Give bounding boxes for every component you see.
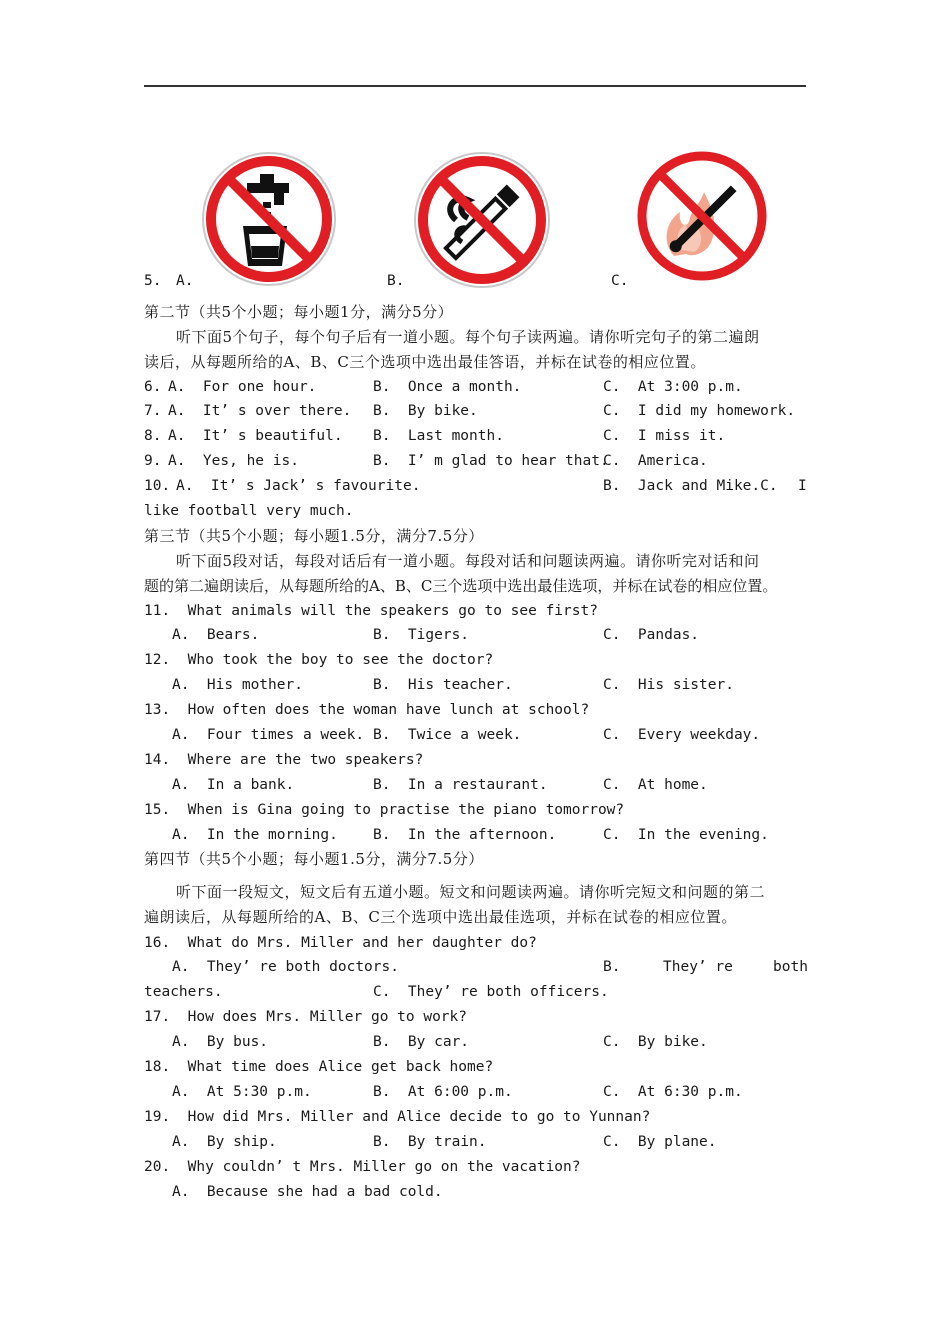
question-number: 10. [144,478,171,494]
option-b: B. By bike. [373,403,478,419]
option-b: B. [387,273,405,289]
option-a: A. Bears. [172,627,260,643]
option-c: C. America. [603,453,708,469]
section-instruction: 遍朗读后，从每题所给的A、B、C三个选项中选出最佳选项，并标在试卷的相应位置。 [144,908,737,926]
question-number: 6. [144,379,162,395]
option-b-label: B. [603,959,621,975]
question-text: 13. How often does the woman have lunch at school? [144,702,590,718]
question-text: 14. Where are the two speakers? [144,752,424,768]
option-a: A. [176,273,194,289]
option-b: B. Twice a week. [373,727,522,743]
section-title: 第四节（共5个小题；每小题1.5分，满分7.5分） [144,850,484,868]
option-a: A. For one hour. [168,379,317,395]
section-instruction: 读后，从每题所给的A、B、C三个选项中选出最佳答语，并标在试卷的相应位置。 [144,353,706,371]
option-b: B. By car. [373,1034,470,1050]
option-b-text: B. Jack and Mike. [603,478,761,494]
question-text: 17. How does Mrs. Miller go to work? [144,1009,468,1025]
section-instruction: 听下面5个句子，每个句子后有一道小题。每个句子读两遍。请你听完句子的第二遍朗 [176,328,760,346]
question-text: 20. Why couldn’ t Mrs. Miller go on the vacation? [144,1159,581,1175]
option-b-text: both [773,959,808,975]
question-number: 7. [144,403,162,419]
option-a: A. In a bank. [172,777,295,793]
option-b-text: They’ re [663,959,733,975]
option-a: A. His mother. [172,677,303,693]
question-text: 19. How did Mrs. Miller and Alice decide to go to Yunnan? [144,1109,651,1125]
option-c: C. By bike. [603,1034,708,1050]
option-b: B. At 6:00 p.m. [373,1084,513,1100]
option-c: C. At home. [603,777,708,793]
option-c: C. They’ re both officers. [373,984,609,1000]
option-c: C. [611,273,629,289]
no-smoking-sign-icon [412,150,552,290]
option-c-text: I [798,478,807,494]
question-text: 15. When is Gina going to practise the piano tomorrow? [144,802,625,818]
option-c: C. In the evening. [603,827,769,843]
option-a: A. It’ s beautiful. [168,428,343,444]
option-c: C. I miss it. [603,428,726,444]
option-b: B. In the afternoon. [373,827,557,843]
section-title: 第三节（共5个小题；每小题1.5分，满分7.5分） [144,527,484,545]
option-a: A. It’ s Jack’ s favourite. [176,478,421,494]
section-instruction: 听下面5段对话，每段对话后有一道小题。每段对话和问题读两遍。请你听完对话和问 [176,552,760,570]
section-instruction: 听下面一段短文，短文后有五道小题。短文和问题读两遍。请你听完短文和问题的第二 [176,883,766,901]
question-text: 18. What time does Alice get back home? [144,1059,494,1075]
section-instruction: 题的第二遍朗读后，从每题所给的A、B、C三个选项中选出最佳选项，并标在试卷的相应位置。 [144,577,778,595]
option-b-continued: teachers. [144,984,223,1000]
header-rule [144,85,806,87]
option-a: A. At 5:30 p.m. [172,1084,312,1100]
question-number: 9. [144,453,162,469]
option-a: A. Four times a week. [172,727,365,743]
option-c-label: C. [760,478,778,494]
question-number: 8. [144,428,162,444]
question-text: 12. Who took the boy to see the doctor? [144,652,494,668]
option-a: A. Yes, he is. [168,453,299,469]
option-c: C. I did my homework. [603,403,796,419]
question-text: 11. What animals will the speakers go to see first? [144,603,598,619]
option-b: B. Last month. [373,428,504,444]
option-b [603,477,778,495]
option-b: B. Tigers. [373,627,470,643]
section-title: 第二节（共5个小题；每小题1分，满分5分） [144,303,454,321]
option-b: B. Once a month. [373,379,522,395]
option-b: B. His teacher. [373,677,513,693]
option-a: A. They’ re both doctors. [172,959,399,975]
option-a: A. Because she had a bad cold. [172,1184,443,1200]
option-c: C. At 3:00 p.m. [603,379,743,395]
option-a: A. By bus. [172,1034,269,1050]
option-a: A. In the morning. [172,827,338,843]
option-c-continued: like football very much. [144,503,354,519]
option-a: A. By ship. [172,1134,277,1150]
option-c: C. By plane. [603,1134,717,1150]
option-a: A. It’ s over there. [168,403,352,419]
no-drinking-water-sign-icon [200,150,338,288]
option-c: C. Pandas. [603,627,700,643]
option-b: B. By train. [373,1134,487,1150]
option-c: C. Every weekday. [603,727,761,743]
option-b: B. I’ m glad to hear that. [373,453,609,469]
option-c: C. His sister. [603,677,734,693]
option-c: C. At 6:30 p.m. [603,1084,743,1100]
question-text: 16. What do Mrs. Miller and her daughter do? [144,935,537,951]
no-open-flame-sign-icon [634,146,770,286]
question-number: 5. [144,273,162,289]
option-b: B. In a restaurant. [373,777,548,793]
